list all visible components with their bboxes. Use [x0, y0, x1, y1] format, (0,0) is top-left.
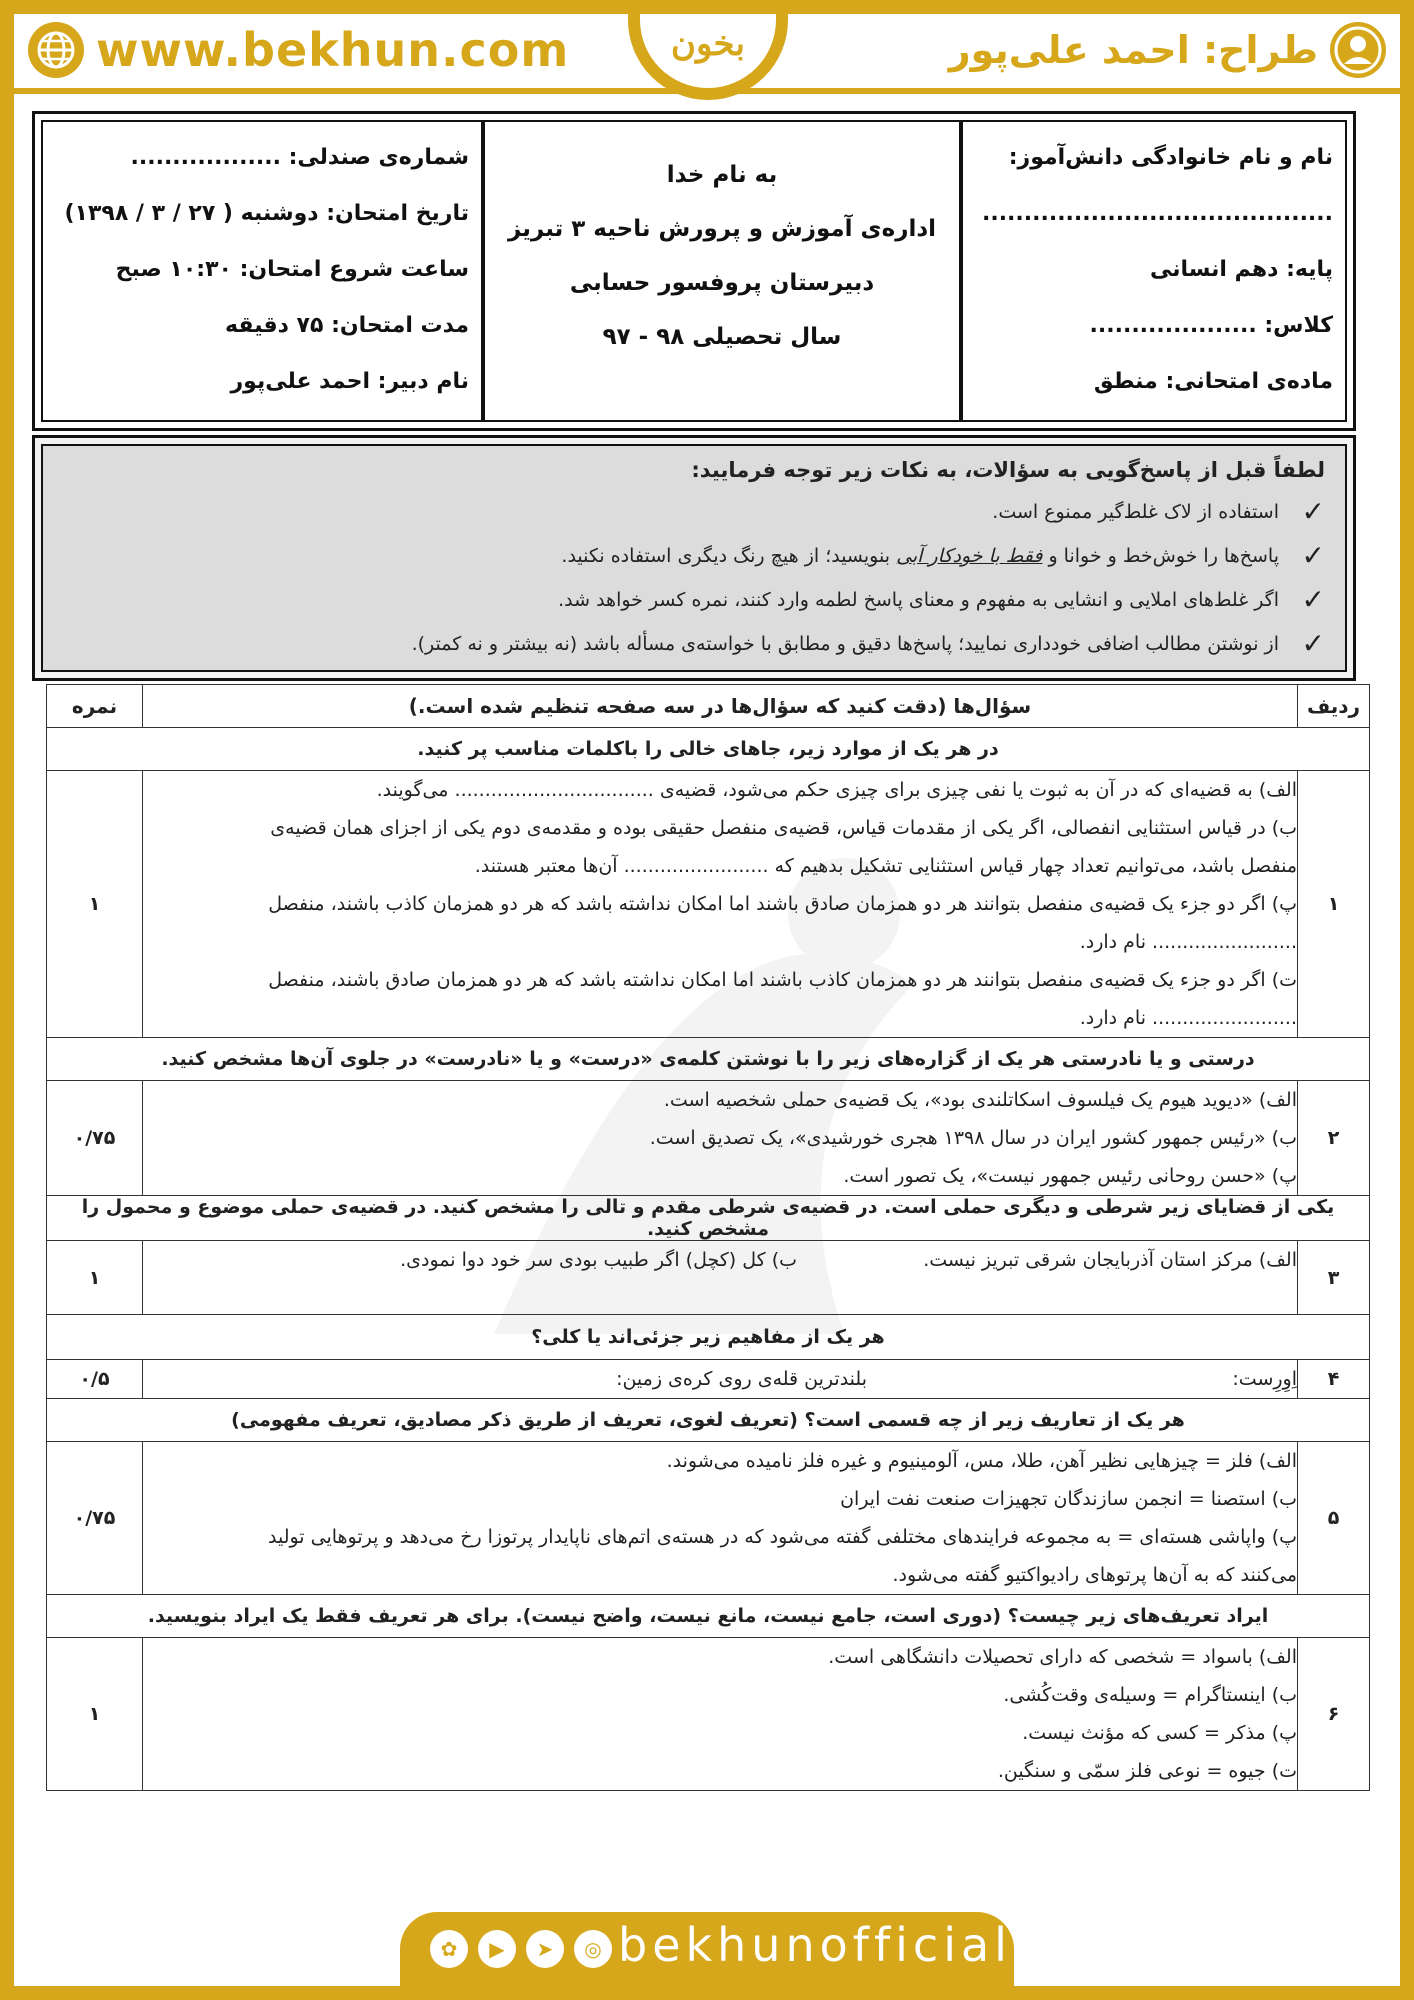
question-score: ۰/۷۵: [47, 1081, 143, 1196]
check-icon: ✓: [1301, 495, 1325, 528]
question-number: ۲: [1298, 1081, 1370, 1196]
header-row-number: ردیف: [1298, 685, 1370, 728]
user-icon: [1330, 22, 1386, 78]
exam-duration: مدت امتحان: ۷۵ دقیقه: [225, 313, 469, 338]
questions-table: [46, 684, 1370, 1791]
logo-text: بخون: [671, 24, 745, 64]
instruction-item: ✓ اگر غلط‌های املایی و انشایی به مفهوم و معنای پاسخ لطمه وارد کنند، نمره کسر خواهد شد.: [63, 578, 1325, 622]
class-label[interactable]: کلاس: ....................: [1089, 313, 1333, 338]
section-title: درستی و یا نادرستی هر یک از گزاره‌های زیر را با نوشتن کلمه‌ی «درست» و یا «نادرست» در جلوی آن‌ها مشخص کنید.: [47, 1038, 1370, 1081]
student-fields: [959, 122, 1345, 420]
instructions-box: [32, 435, 1356, 681]
school-name: دبیرستان پروفسور حسابی: [569, 270, 875, 296]
question-score: ۱: [47, 1638, 143, 1791]
question-score: ۱: [47, 1241, 143, 1315]
website-link[interactable]: [28, 22, 569, 78]
telegram-icon[interactable]: ➤: [526, 1930, 564, 1968]
basmala: به نام خدا: [666, 162, 778, 188]
exam-page: [14, 14, 1400, 1986]
question-score: ۱: [47, 771, 143, 1038]
department-name: اداره‌ی آموزش و پرورش ناحیه ۳ تبریز: [507, 216, 937, 242]
question-row: [47, 1638, 1370, 1791]
instruction-item: ✓ استفاده از لاک غلط‌گیر ممنوع است.: [63, 490, 1325, 534]
exam-details: [43, 122, 481, 420]
teacher-name: نام دبیر: احمد علی‌پور: [230, 369, 469, 394]
check-icon: ✓: [1301, 583, 1325, 616]
section-title: ایراد تعریف‌های زیر چیست؟ (دوری است، جامع نیست، مانع نیست، واضح نیست). برای هر تعریف فقط یک ایراد بنویسید.: [47, 1595, 1370, 1638]
check-icon: ✓: [1301, 539, 1325, 572]
author-block: [949, 22, 1386, 78]
question-row: [47, 1081, 1370, 1196]
question-number: ۶: [1298, 1638, 1370, 1791]
academic-year: سال تحصیلی ۹۸ - ۹۷: [602, 324, 842, 350]
question-number: ۴: [1298, 1360, 1370, 1399]
header-score: نمره: [47, 685, 143, 728]
student-name-blank[interactable]: ..........................................: [981, 201, 1333, 226]
question-row: [47, 1442, 1370, 1595]
question-body: الف) «دیوید هیوم یک فیلسوف اسکاتلندی بود»، یک قضیه‌ی حملی شخصیه است. ب) «رئیس جمهور کشور ایران در سال ۱۳۹۸ هجری خورشیدی»، یک تصدیق است. پ) «حسن روحانی رئیس جمهور نیست»، یک تصور است.: [143, 1081, 1298, 1196]
social-footer: [400, 1912, 1014, 1986]
section-title: یکی از قضایای زیر شرطی و دیگری حملی است. در قضیه‌ی شرطی مقدم و تالی را مشخص کنید. در قضیه‌ی حملی موضوع و محمول را مشخص کنید.: [47, 1196, 1370, 1241]
social-handle[interactable]: bekhunofficial: [618, 1918, 1012, 1972]
check-icon: ✓: [1301, 627, 1325, 660]
question-body: الف) فلز = چیزهایی نظیر آهن، طلا، مس، آلومینیوم و غیره فلز نامیده می‌شوند. ب) استصنا = انجمن سازندگان تجهیزات صنعت نفت ایران پ) واپاشی هسته‌ای = به مجموعه فرایندهای مختلفی گفته می‌شود که در هسته‌ی اتم‌های ناپایدار پرتوزا رخ می‌دهد و پرتوهایی تولید می‌کنند که به آن‌ها پرتوهای رادیواکتیو گفته می‌شود.: [143, 1442, 1298, 1595]
social-icons: [430, 1930, 612, 1968]
question-row: [47, 1360, 1370, 1399]
student-name-label: نام و نام خانوادگی دانش‌آموز:: [1008, 145, 1333, 170]
bekhun-logo: [628, 14, 788, 100]
question-row: [47, 1241, 1370, 1315]
author-name: طراح: احمد علی‌پور: [948, 28, 1318, 72]
seat-number[interactable]: شماره‌ی صندلی: ..................: [130, 145, 469, 170]
instructions-title: لطفاً قبل از پاسخ‌گویی به سؤالات، به نکات زیر توجه فرمایید:: [691, 458, 1325, 482]
section-title: هر یک از مفاهیم زیر جزئی‌اند یا کلی؟: [47, 1315, 1370, 1360]
question-body: الف) باسواد = شخصی که دارای تحصیلات دانشگاهی است. ب) اینستاگرام = وسیله‌ی وقت‌کُشی. پ) مذکر = کسی که مؤنث نیست. ت) جیوه = نوعی فلز سمّی و سنگین.: [143, 1638, 1298, 1791]
section-title: هر یک از تعاریف زیر از چه قسمی است؟ (تعریف لغوی، تعریف از طریق ذکر مصادیق، تعریف مفهومی): [47, 1399, 1370, 1442]
top-header: [14, 14, 1400, 94]
question-body: الف) مرکز استان آذربایجان شرقی تبریز نیست. ب) کل (کچل) اگر طبیب بودی سر خود دوا نمودی.: [143, 1241, 1298, 1315]
instruction-item: ✓ از نوشتن مطالب اضافی خودداری نمایید؛ پاسخ‌ها دقیق و مطابق با خواسته‌ی مسأله باشد (نه بیشتر و نه کمتر).: [63, 622, 1325, 666]
section-title: در هر یک از موارد زیر، جاهای خالی را باکلمات مناسب پر کنید.: [47, 728, 1370, 771]
grade-label: پایه: دهم انسانی: [1149, 257, 1333, 282]
subject-label: ماده‌ی امتحانی: منطق: [1093, 369, 1333, 394]
exam-date: تاریخ امتحان: دوشنبه ( ۲۷ / ۳ / ۱۳۹۸): [64, 201, 469, 226]
instagram-icon[interactable]: ◎: [574, 1930, 612, 1968]
instruction-item: ✓ پاسخ‌ها را خوش‌خط و خوانا و فقط با خودکار آبی بنویسید؛ از هیچ رنگ دیگری استفاده نکنید.: [63, 534, 1325, 578]
youtube-icon[interactable]: ▶: [478, 1930, 516, 1968]
website-url: www.bekhun.com: [96, 23, 570, 77]
globe-icon: [28, 22, 84, 78]
school-info: [481, 122, 959, 420]
aparat-icon[interactable]: ✿: [430, 1930, 468, 1968]
question-number: ۳: [1298, 1241, 1370, 1315]
question-body: اِوِرِست: بلندترین قله‌ی روی کره‌ی زمین:: [143, 1360, 1298, 1399]
exam-start-time: ساعت شروع امتحان: ۱۰:۳۰ صبح: [115, 257, 469, 282]
question-number: ۵: [1298, 1442, 1370, 1595]
question-score: ۰/۷۵: [47, 1442, 143, 1595]
question-score: ۰/۵: [47, 1360, 143, 1399]
header-questions: سؤال‌ها (دقت کنید که سؤال‌ها در سه صفحه تنظیم شده است.): [143, 685, 1298, 728]
student-info-box: [32, 111, 1356, 431]
question-row: [47, 771, 1370, 1038]
table-header-row: [47, 685, 1370, 728]
question-number: ۱: [1298, 771, 1370, 1038]
question-body: الف) به قضیه‌ای که در آن به ثبوت یا نفی چیزی برای چیزی حکم می‌شود، قضیه‌ی ................................. می‌گویند. ب) در قیاس استثنایی انفصالی، اگر یکی از مقدمات قیاس، قضیه‌ی منفصل حقیقی بوده و مقدمه‌ی دوم یکی از اجزای همان قضیه‌ی منفصل باشد، می‌توانیم تعداد چهار قیاس استثنایی تشکیل بدهیم که ........................ آن‌ها معتبر هستند. پ) اگر دو جزء یک قضیه‌ی منفصل بتوانند هر دو همزمان صادق باشند اما امکان نداشته باشد که هر دو همزمان کاذب باشند، منفصل ........................ نام دارد. ت) اگر دو جزء یک قضیه‌ی منفصل بتوانند هر دو همزمان کاذب باشند اما امکان نداشته باشد که هر دو همزمان صادق باشند، منفصل ........................ نام دارد.: [143, 771, 1298, 1038]
